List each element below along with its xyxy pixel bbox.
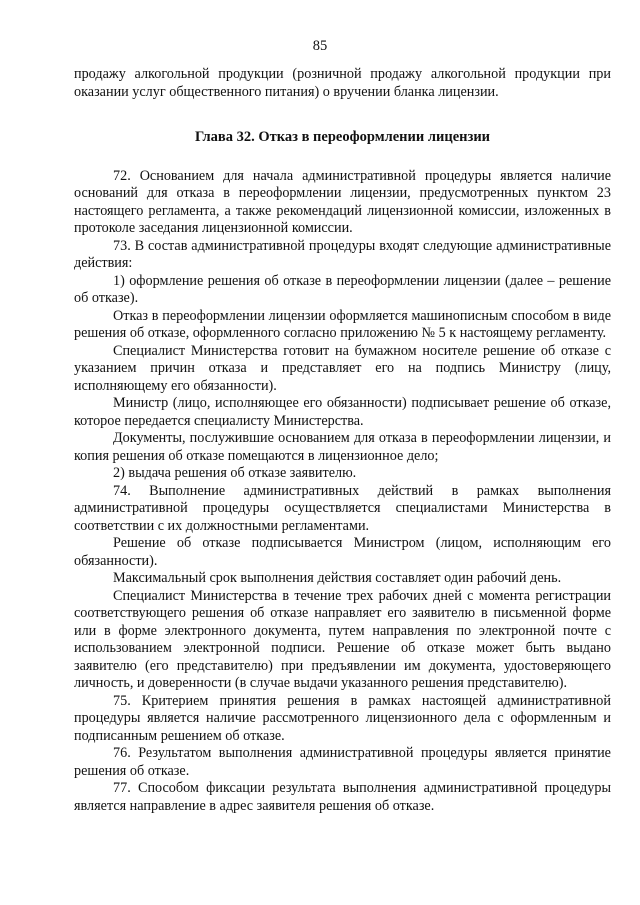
paragraph-74: 74. Выполнение административных действий в рамках выполнения административной процедуры осуществляется специалистами Министерства в соответствии с их должностными регламентами. — [74, 482, 611, 534]
paragraph-72: 72. Основанием для начала административной процедуры является наличие оснований для отказа в переоформлении лицензии, предусмотренных пунктом 23 настоящего регламента, а также рекомендаций лицензионной комиссии, изложенных в протоколе заседания лицензионной комиссии. — [74, 167, 611, 236]
chapter-heading: Глава 32. Отказ в переоформлении лицензии — [194, 129, 491, 145]
paragraph-documents: Документы, послужившие основанием для отказа в переоформлении лицензии, и копия решения об отказе помещаются в лицензионное дело; — [74, 430, 611, 464]
paragraph-decision-signed: Решение об отказе подписывается Министром (лицом, исполняющим его обязанности). — [74, 535, 611, 569]
paragraph-minister-signs: Министр (лицо, исполняющее его обязанности) подписывает решение об отказе, которое передается специалисту Министерства. — [74, 395, 611, 429]
paragraph-73-item-1: 1) оформление решения об отказе в переоформлении лицензии (далее – решение об отказе). — [74, 272, 611, 306]
paragraph-max-term: Максимальный срок выполнения действия составляет один рабочий день. — [113, 570, 562, 586]
paragraph-75: 75. Критерием принятия решения в рамках настоящей административной процедуры является наличие рассмотренного лицензионного дела с оформленным и подписанным решением об отказе. — [74, 692, 611, 744]
paragraph-73-item-2: 2) выдача решения об отказе заявителю. — [113, 465, 357, 481]
paragraph-refusal-form: Отказ в переоформлении лицензии оформляется машинописным способом в виде решения об отказе, оформленного согласно приложению № 5 к настоящему регламенту. — [74, 307, 611, 341]
page-number: 85 — [312, 38, 328, 54]
paragraph-specialist-prepares: Специалист Министерства готовит на бумажном носителе решение об отказе с указанием причин отказа и представляет его на подпись Министру (лицу, исполняющему его обязанности). — [74, 342, 611, 394]
paragraph-delivery: Специалист Министерства в течение трех рабочих дней с момента регистрации соответствующего решения об отказе направляет его заявителю в письменной форме или в форме электронного документа, путем направления по электронной почте с использованием электронной подписи. Решение об отказе может быть выдано заявителю (его представителю) при предъявлении им документа, удостоверяющего личность, и доверенности (в случае выдачи указанного решения представителю). — [74, 587, 611, 691]
document-body — [74, 66, 611, 815]
paragraph-76: 76. Результатом выполнения административной процедуры является принятие решения об отказе. — [74, 745, 611, 779]
paragraph-77: 77. Способом фиксации результата выполнения административной процедуры является направление в адрес заявителя решения об отказе. — [74, 780, 611, 814]
paragraph-73: 73. В состав административной процедуры входят следующие административные действия: — [74, 237, 611, 271]
intro-paragraph: продажу алкогольной продукции (розничной продажу алкогольной продукции при оказании услуг общественного питания) о вручении бланка лицензии. — [74, 66, 611, 100]
